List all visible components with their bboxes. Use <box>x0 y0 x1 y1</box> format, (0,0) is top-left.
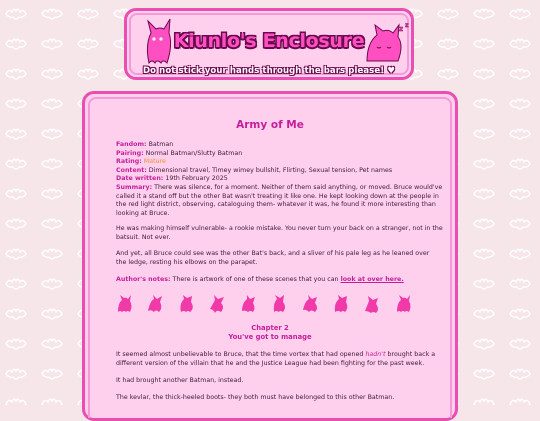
paragraph-line: the ledge, resting his elbows on the parapet. <box>116 258 258 266</box>
chapter-paragraph <box>116 351 436 368</box>
story-metadata <box>116 141 441 218</box>
paragraph-line: And yet, all Bruce could see was the other Bat's back, and a sliver of his pale leg as he leaned over <box>116 250 430 257</box>
bat-glyph-icon <box>240 295 256 313</box>
chapter-number: Chapter 2 <box>251 324 289 332</box>
paragraph-text: It seemed almost unbelievable to Bruce, that the time vortex that had opened <box>116 351 364 358</box>
story-summary: Summary: There was silence, for a moment. Neither of them said anything, or moved. Bruce would've <box>116 183 443 191</box>
bat-glyph-icon <box>333 295 349 313</box>
bat-glyph-icon <box>116 295 132 313</box>
bat-glyph-icon <box>147 295 163 313</box>
paragraph-line <box>116 351 436 360</box>
summary-line: called it a stand off but the other Bat wasn't treating it like one. He kept looking down at the people in <box>116 192 439 200</box>
svg-text:z: z <box>405 22 409 29</box>
meta-date-written: Date written: 19th February 2025 <box>116 175 228 183</box>
bat-divider-row <box>116 295 426 315</box>
meta-pairing: Pairing: Normal Batman/Slutty Batman <box>116 149 243 157</box>
chapter-subtitle: You've got to manage <box>228 333 312 341</box>
authors-notes-label: Author's notes: <box>116 276 171 283</box>
paragraph-line: The kevlar, the thick-heeled boots- they both must have belonged to this other Batman. <box>116 394 395 401</box>
summary-line: looking at Bruce. <box>116 209 170 217</box>
bat-glyph-icon <box>364 295 380 313</box>
svg-text:z: z <box>399 25 404 33</box>
bat-glyph-icon <box>178 295 194 313</box>
meta-rating: Rating: Mature <box>116 158 166 166</box>
authors-notes <box>116 276 436 285</box>
story-paragraph <box>116 225 443 242</box>
paragraph-line: He was making himself vulnerable- a rookie mistake. You never turn your back on a stranger, not in the <box>116 225 443 232</box>
paragraph-line: It had brought another Batman, instead. <box>116 377 244 384</box>
bat-glyph-icon <box>271 295 287 313</box>
chapter-paragraph <box>116 394 436 403</box>
authors-notes-line <box>116 276 436 285</box>
site-tagline: Do not stick your hands through the bars please! ♥ <box>143 66 395 76</box>
story-paragraph <box>116 250 436 267</box>
chapter-paragraph <box>116 377 436 386</box>
site-header-banner <box>124 8 414 80</box>
authors-notes-text: There is artwork of one of these scenes that you can <box>172 276 339 283</box>
bat-glyph-icon <box>395 295 411 313</box>
bat-glyph-icon <box>209 295 225 313</box>
story-title: Army of Me <box>236 119 304 131</box>
paragraph-line: batsuit. Not ever. <box>116 233 171 241</box>
bat-glyph-icon <box>302 295 318 313</box>
paragraph-text: brought back a <box>387 351 436 358</box>
emphasized-word: hadn't <box>365 351 386 358</box>
artwork-link[interactable]: look at over here. <box>340 276 404 283</box>
site-title: Kiunlo's Enclosure <box>173 30 365 52</box>
meta-fandom: Fandom: Batman <box>116 141 174 148</box>
summary-line: the red light district, observing, cataloguing them- whatever it was, he found it more interesting than <box>116 201 436 209</box>
meta-content: Content: Dimensional travel, Timey wimey bullshit, Flirting, Sexual tension, Pet names <box>116 166 393 174</box>
paragraph-line: different version of the villain that he and the Justice League had been fighting for the past week. <box>116 359 425 367</box>
